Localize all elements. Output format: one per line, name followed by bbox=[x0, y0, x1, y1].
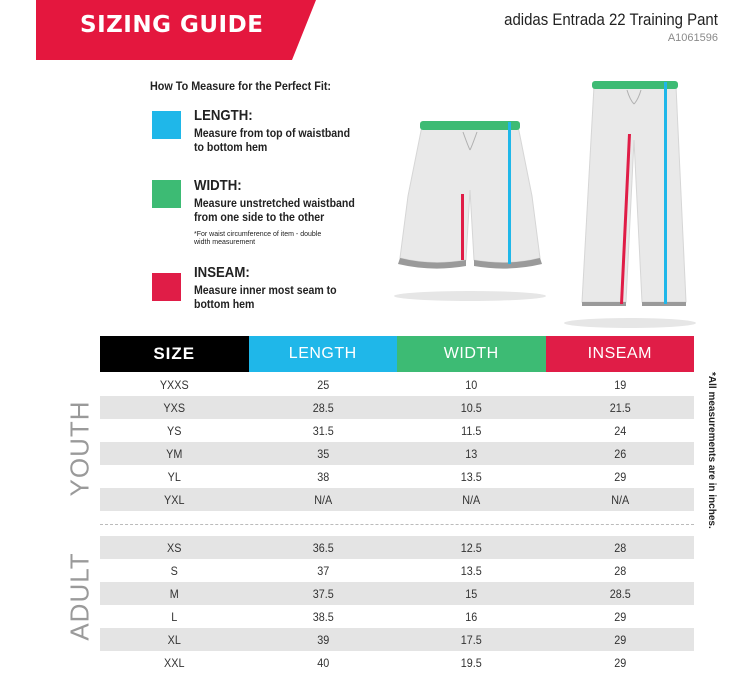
garment-illustrations bbox=[390, 70, 710, 340]
pants-illustration bbox=[582, 81, 686, 306]
shorts-illustration bbox=[398, 121, 542, 269]
cell-inseam: 29 bbox=[613, 655, 626, 670]
cell-size: YXL bbox=[164, 492, 185, 507]
inseam-desc-line1: Measure inner most seam to bbox=[194, 283, 337, 297]
cell-length: 31.5 bbox=[312, 423, 334, 438]
cell-width: N/A bbox=[462, 492, 481, 507]
banner-title: SIZING GUIDE bbox=[80, 12, 264, 38]
inseam-heading: INSEAM: bbox=[194, 264, 250, 281]
cell-width: 16 bbox=[465, 609, 478, 624]
length-desc-line2: to bottom hem bbox=[194, 140, 268, 154]
measurement-note bbox=[706, 372, 720, 529]
table-row bbox=[100, 465, 694, 488]
header-width: WIDTH bbox=[397, 336, 546, 372]
cell-inseam: 29 bbox=[613, 469, 626, 484]
pants-shadow bbox=[564, 318, 696, 328]
cell-length: 35 bbox=[316, 446, 329, 461]
table-row bbox=[100, 373, 694, 396]
table-row bbox=[100, 488, 694, 511]
cell-width: 17.5 bbox=[460, 632, 482, 647]
adult-label: ADULT bbox=[64, 552, 95, 641]
inseam-swatch bbox=[152, 273, 181, 301]
cell-size: YS bbox=[167, 423, 182, 438]
header-size: SIZE bbox=[100, 336, 249, 372]
cell-length: 38 bbox=[316, 469, 329, 484]
width-desc-line2: from one side to the other bbox=[194, 210, 325, 224]
cell-inseam: 26 bbox=[613, 446, 626, 461]
cell-length: 36.5 bbox=[312, 540, 334, 555]
width-desc-line1: Measure unstretched waistband bbox=[194, 196, 355, 210]
width-note bbox=[194, 231, 374, 247]
cell-width: 12.5 bbox=[460, 540, 482, 555]
shorts-length-line bbox=[508, 122, 511, 264]
pants-length-line bbox=[664, 82, 667, 304]
youth-rows bbox=[100, 373, 694, 511]
table-row bbox=[100, 396, 694, 419]
product-title: adidas Entrada 22 Training Pant bbox=[504, 10, 718, 29]
product-code: A1061596 bbox=[667, 32, 718, 44]
youth-label: YOUTH bbox=[64, 400, 95, 497]
cell-width: 13.5 bbox=[460, 469, 482, 484]
cell-size: L bbox=[171, 609, 178, 624]
table-row bbox=[100, 651, 694, 674]
cell-inseam: 29 bbox=[613, 609, 626, 624]
cell-width: 19.5 bbox=[460, 655, 482, 670]
cell-inseam: 28 bbox=[613, 563, 626, 578]
table-row bbox=[100, 536, 694, 559]
length-desc-line1: Measure from top of waistband bbox=[194, 126, 351, 140]
cell-inseam: 28 bbox=[613, 540, 626, 555]
cell-width: 15 bbox=[465, 586, 478, 601]
cell-size: YM bbox=[166, 446, 183, 461]
table-header bbox=[100, 336, 694, 372]
width-swatch bbox=[152, 180, 181, 208]
measurement-note-text: *All measurements are in inches. bbox=[706, 372, 717, 529]
cell-length: 40 bbox=[316, 655, 329, 670]
adult-rows bbox=[100, 536, 694, 674]
length-swatch bbox=[152, 111, 181, 139]
cell-inseam: 29 bbox=[613, 632, 626, 647]
cell-size: YXXS bbox=[159, 377, 189, 392]
cell-width: 13 bbox=[465, 446, 478, 461]
section-divider bbox=[100, 524, 694, 525]
table-row bbox=[100, 419, 694, 442]
cell-length: 38.5 bbox=[312, 609, 334, 624]
width-heading: WIDTH: bbox=[194, 177, 242, 194]
cell-size: M bbox=[169, 586, 179, 601]
cell-length: 28.5 bbox=[312, 400, 334, 415]
length-heading: LENGTH: bbox=[194, 107, 253, 124]
header-length: LENGTH bbox=[249, 336, 398, 372]
cell-size: YXS bbox=[163, 400, 186, 415]
cell-width: 10 bbox=[465, 377, 478, 392]
cell-inseam: N/A bbox=[610, 492, 629, 507]
cell-width: 13.5 bbox=[460, 563, 482, 578]
cell-length: 25 bbox=[316, 377, 329, 392]
length-description bbox=[194, 126, 370, 154]
table-row bbox=[100, 442, 694, 465]
inseam-desc-line2: bottom hem bbox=[194, 297, 255, 311]
cell-size: XXL bbox=[164, 655, 185, 670]
cell-inseam: 28.5 bbox=[609, 586, 631, 601]
table-row bbox=[100, 582, 694, 605]
sizing-table bbox=[100, 336, 694, 372]
inseam-description bbox=[194, 283, 370, 311]
width-note-line2: width measurement bbox=[194, 239, 256, 246]
shorts-inseam-line bbox=[461, 194, 464, 260]
cell-inseam: 24 bbox=[613, 423, 626, 438]
cell-size: XS bbox=[167, 540, 182, 555]
cell-inseam: 21.5 bbox=[609, 400, 631, 415]
header-banner bbox=[36, 0, 316, 60]
cell-width: 10.5 bbox=[460, 400, 482, 415]
shorts-shadow bbox=[394, 291, 546, 301]
cell-size: YL bbox=[167, 469, 181, 484]
cell-length: 39 bbox=[316, 632, 329, 647]
table-row bbox=[100, 605, 694, 628]
table-row bbox=[100, 559, 694, 582]
width-description bbox=[194, 196, 370, 224]
cell-length: 37.5 bbox=[312, 586, 334, 601]
cell-length: 37 bbox=[316, 563, 329, 578]
cell-inseam: 19 bbox=[613, 377, 626, 392]
table-row bbox=[100, 628, 694, 651]
cell-width: 11.5 bbox=[461, 423, 482, 438]
cell-length: N/A bbox=[313, 492, 332, 507]
howto-title: How To Measure for the Perfect Fit: bbox=[150, 79, 332, 93]
cell-size: XL bbox=[167, 632, 181, 647]
cell-size: S bbox=[170, 563, 178, 578]
header-inseam: INSEAM bbox=[546, 336, 695, 372]
width-note-line1: *For waist circumference of item - double bbox=[194, 231, 322, 238]
